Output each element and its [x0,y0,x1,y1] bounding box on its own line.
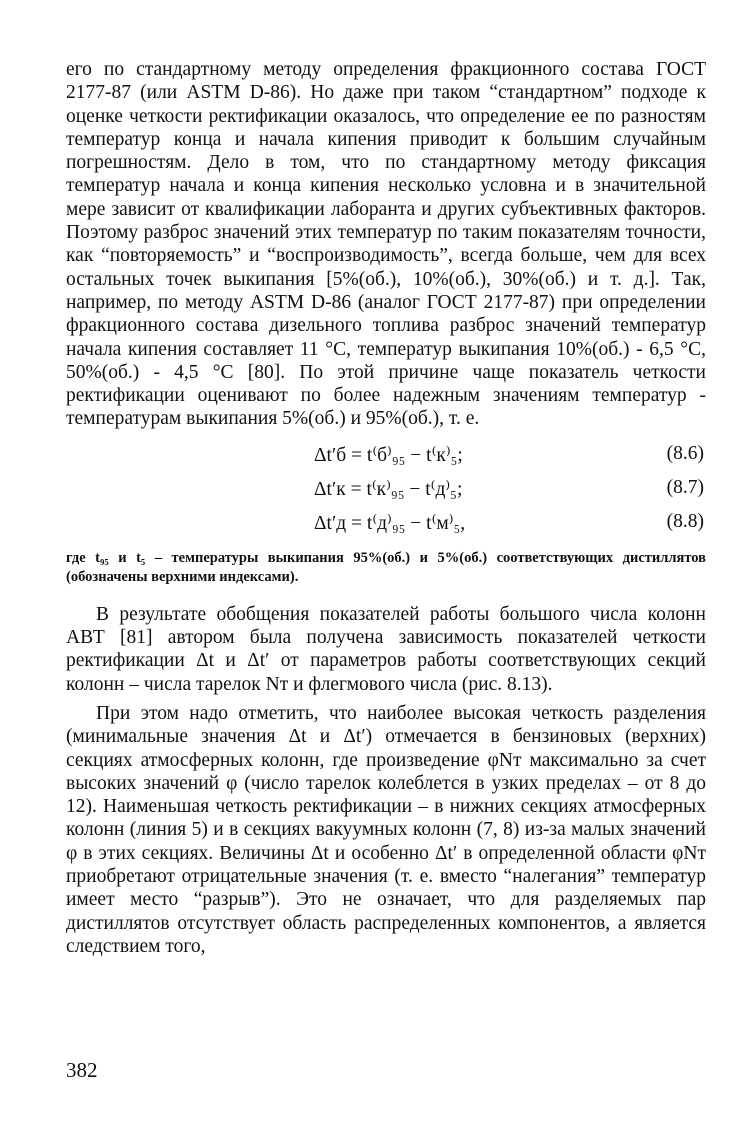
equation-note: где t₉₅ и t₅ – температуры выкипания 95%(об.) и 5%(об.) соответствующих дистиллятов (обозначены верхними индексами). [66,549,706,585]
page-number: 382 [66,1058,98,1082]
paragraph-2: В результате обобщения показателей работы большого числа колонн АВТ [81] автором была получена зависимость показателей четкости ректификации Δt и Δt′ от параметров работы соответствующих секций колонн – числа тарелок Nт и флегмового числа (рис. 8.13). [66,603,706,695]
equation-8-7 [66,471,706,505]
equation-number: (8.6) [666,442,704,464]
equation-number: (8.7) [666,476,704,498]
equation-expression: Δt′к = t⁽к⁾₉₅ − t⁽д⁾₅; [314,478,463,500]
page-body [66,58,706,958]
equation-number: (8.8) [666,510,704,532]
paragraph-1: его по стандартному методу определения фракционного состава ГОСТ 2177-87 (или ASTM D-86). Но даже при таком “стандартном” подходе к оценке четкости ректификации оказалось, что определение ее по разностям температур конца и начала кипения приводит к большим случайным погрешностям. Дело в том, что по стандартному методу фиксация температур начала и конца кипения несколько условна и в значительной мере зависит от квалификации лаборанта и других субъективных факторов. Поэтому разброс значений этих температур по таким показателям точности, как “повторяемость” и “воспроизводимость”, всегда больше, чем для всех остальных точек выкипания [5%(об.), 10%(об.), 30%(об.) и т. д.]. Так, например, по методу ASTM D-86 (аналог ГОСТ 2177-87) при определении фракционного состава дизельного топлива разброс значений температур начала кипения составляет 11 °С, температур выкипания 10%(об.) - 6,5 °С, 50%(об.) - 4,5 °С [80]. По этой причине чаще показатель четкости ректификации оценивают по более надежным значениям температур - температурам выкипания 5%(об.) и 95%(об.), т. е. [66,59,706,430]
paragraph-3: При этом надо отметить, что наиболее высокая четкость разделения (минимальные значения Δt и Δt′) отмечается в бензиновых (верхних) секциях атмосферных колонн, где произведение φNт максимально за счет высоких значений φ (число тарелок колеблется в узких пределах – от 8 до 12). Наименьшая четкость ректификации – в нижних секциях атмосферных колонн (линия 5) и в секциях вакуумных колонн (7, 8) из-за малых значений φ в этих секциях. Величины Δt и особенно Δt′ в определенной области φNт приобретают отрицательные значения (т. е. вместо “налегания” температур имеет место “разрыв”). Это не означает, что для разделяемых пар дистиллятов отсутствует область распределенных компонентов, а является следствием того, [66,702,706,957]
equation-8-8 [66,505,706,539]
equation-expression: Δt′д = t⁽д⁾₉₅ − t⁽м⁾₅, [314,512,466,534]
equation-8-6 [66,437,706,471]
equation-expression: Δt′б = t⁽б⁾₉₅ − t⁽к⁾₅; [314,444,463,466]
